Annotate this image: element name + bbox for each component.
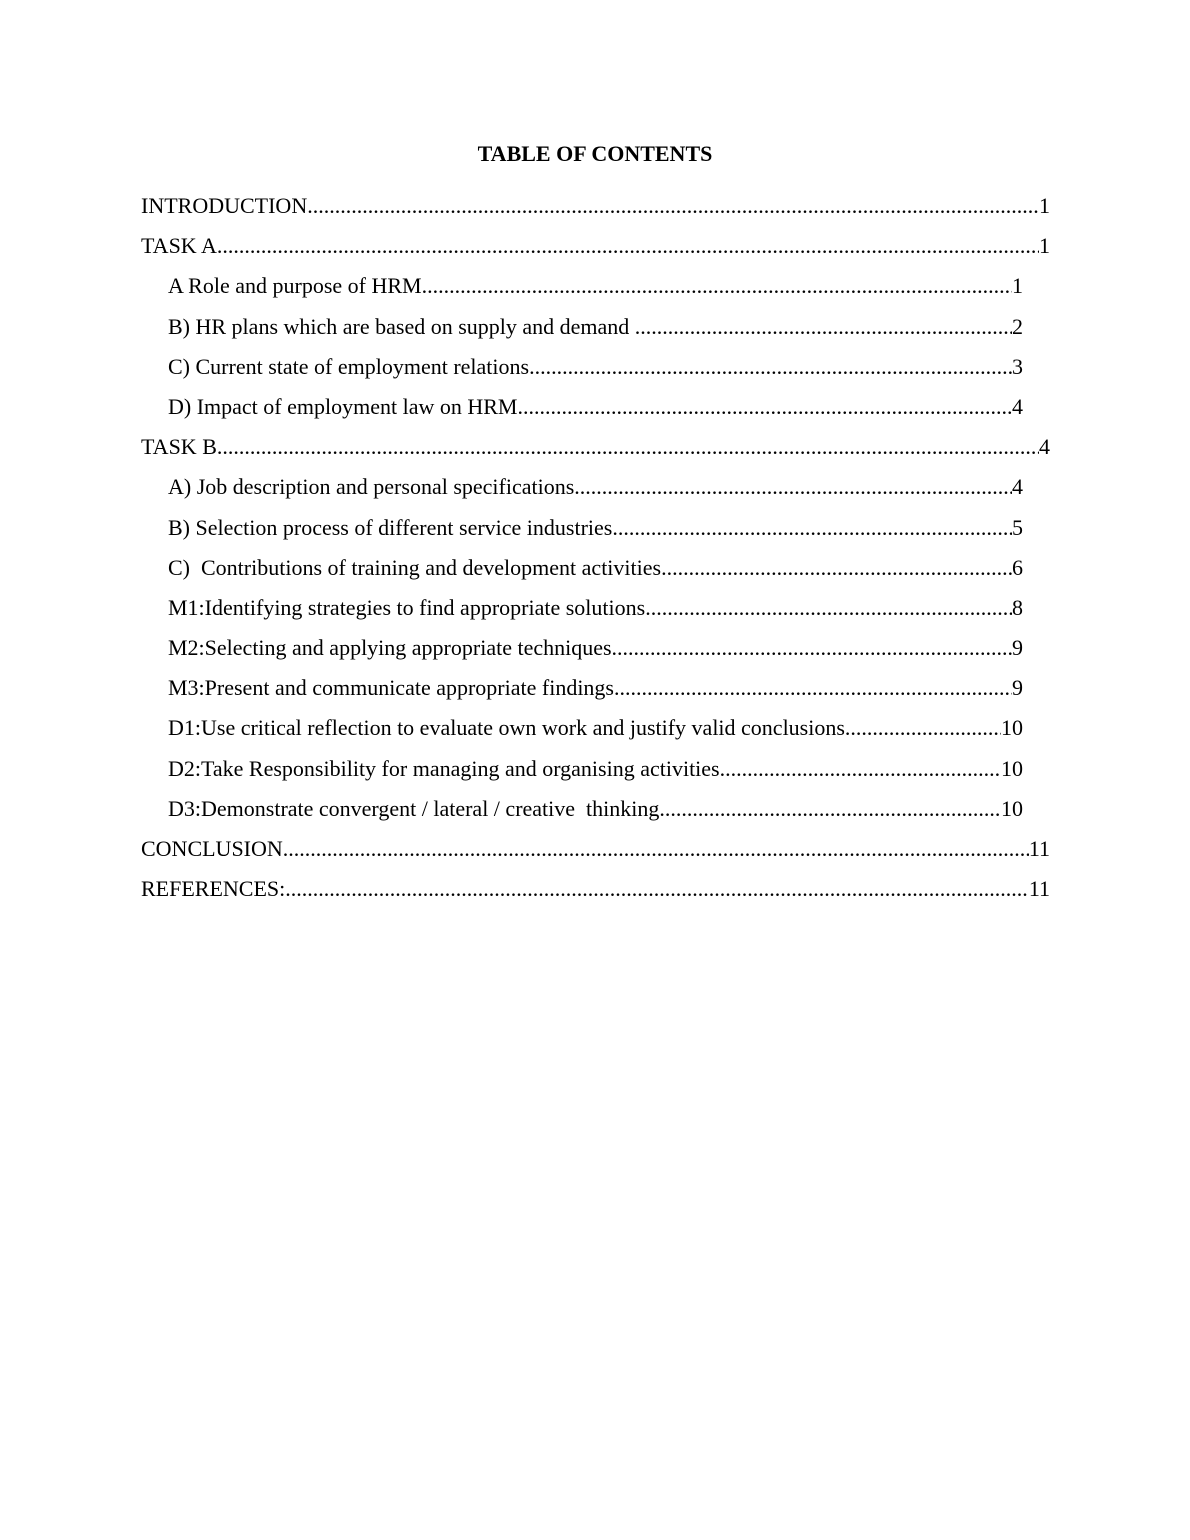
toc-dot-leader [645, 591, 1012, 625]
toc-entry-label: REFERENCES: [141, 876, 286, 902]
toc-entry-page-number: 6 [1012, 554, 1023, 580]
toc-entry[interactable] [168, 551, 1023, 591]
toc-title: TABLE OF CONTENTS [477, 141, 713, 166]
toc-entry[interactable] [168, 752, 1023, 792]
toc-entry-page-number: 3 [1012, 353, 1023, 379]
toc-entry-page-number: 5 [1012, 514, 1023, 540]
toc-entry-label: M3:Present and communicate appropriate findings [168, 675, 614, 701]
toc-entry-label: TASK A [141, 233, 217, 259]
toc-dot-leader [635, 310, 1012, 344]
toc-entry-label: B) Selection process of different service industries [168, 514, 613, 540]
toc-entry-page-number: 4 [1039, 434, 1050, 460]
toc-entry[interactable] [168, 591, 1023, 631]
toc-entry-page-number: 8 [1012, 594, 1023, 620]
toc-dot-leader [612, 631, 1012, 665]
toc-entry-page-number: 9 [1012, 675, 1023, 701]
toc-entry-label: D3:Demonstrate convergent / lateral / creative thinking [168, 795, 660, 821]
toc-entry-page-number: 11 [1028, 836, 1050, 861]
toc-dot-leader [529, 350, 1012, 384]
toc-dot-leader [422, 269, 1012, 303]
toc-entry[interactable] [168, 269, 1023, 309]
toc-entry[interactable] [141, 430, 1050, 470]
toc-entry[interactable] [168, 390, 1023, 430]
toc-entry-page-number: 10 [1001, 795, 1023, 821]
toc-entry-page-number: 4 [1012, 393, 1023, 419]
toc-entry-label: M2:Selecting and applying appropriate techniques [168, 635, 612, 661]
toc-list [0, 189, 1190, 912]
toc-entry-page-number: 10 [1001, 715, 1023, 741]
toc-entry[interactable] [141, 832, 1050, 872]
toc-entry[interactable] [168, 671, 1023, 711]
toc-entry-page-number: 1 [1039, 233, 1050, 259]
toc-entry-label: D1:Use critical reflection to evaluate own work and justify valid conclusions [168, 715, 845, 741]
toc-dot-leader [574, 470, 1012, 504]
toc-entry[interactable] [141, 189, 1050, 229]
toc-entry-label: C) Current state of employment relations [168, 353, 530, 379]
toc-entry[interactable] [168, 470, 1023, 510]
toc-entry-page-number: 9 [1012, 635, 1023, 661]
toc-entry-label: CONCLUSION [141, 836, 283, 861]
toc-entry[interactable] [168, 310, 1023, 350]
toc-entry-page-number: 4 [1012, 474, 1023, 500]
toc-dot-leader [614, 671, 1012, 705]
toc-entry-page-number: 2 [1012, 313, 1023, 339]
toc-entry[interactable] [168, 792, 1023, 832]
toc-entry[interactable] [168, 511, 1023, 551]
toc-dot-leader [285, 872, 1029, 906]
toc-dot-leader [845, 711, 1001, 745]
toc-dot-leader [659, 792, 1001, 826]
toc-entry-label: A Role and purpose of HRM [168, 273, 422, 299]
toc-entry-label: D) Impact of employment law on HRM [168, 393, 518, 419]
toc-entry-page-number: 10 [1001, 755, 1023, 781]
toc-entry[interactable] [141, 872, 1050, 912]
toc-dot-leader [307, 189, 1039, 223]
toc-dot-leader [612, 511, 1012, 545]
toc-entry[interactable] [141, 229, 1050, 269]
toc-entry-label: INTRODUCTION [141, 193, 308, 218]
toc-entry-label: D2:Take Responsibility for managing and organising activities [168, 755, 720, 781]
toc-entry-label: B) HR plans which are based on supply and demand [168, 313, 635, 339]
toc-dot-leader [720, 752, 1001, 786]
toc-entry-label: A) Job description and personal specifications [168, 474, 575, 500]
toc-entry[interactable] [168, 350, 1023, 390]
toc-entry-page-number: 1 [1039, 193, 1050, 218]
toc-dot-leader [217, 430, 1039, 464]
toc-entry-label: M1:Identifying strategies to find appropriate solutions [168, 594, 646, 620]
toc-entry[interactable] [168, 631, 1023, 671]
toc-entry-page-number: 11 [1028, 876, 1050, 902]
toc-entry[interactable] [168, 711, 1023, 751]
toc-dot-leader [217, 229, 1039, 263]
toc-dot-leader [661, 551, 1012, 585]
toc-entry-label: C) Contributions of training and development activities [168, 554, 662, 580]
toc-entry-label: TASK B [141, 434, 217, 460]
toc-dot-leader [518, 390, 1013, 424]
toc-dot-leader [283, 832, 1029, 866]
toc-entry-page-number: 1 [1012, 273, 1023, 299]
